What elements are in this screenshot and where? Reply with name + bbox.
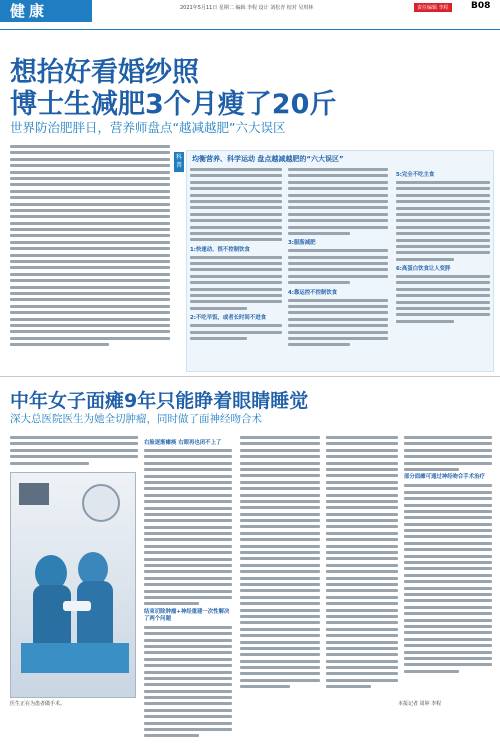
sidebar-heading-6: 6:高蛋白饮食让人变胖: [396, 266, 451, 273]
article2-column-1: [144, 436, 232, 741]
article2-heading-3: 部分面瘫可通过神经吻合手术治疗: [404, 474, 485, 481]
byline: 本报记者 周婷 李程: [398, 701, 442, 707]
article1-subtitle: 世界防治肥胖日，营养师盘点“越减越肥”六大误区: [10, 120, 286, 135]
section-label: 健康: [0, 0, 92, 22]
sidebar-column-2: [288, 168, 388, 350]
article1-title-line1: 想抬好看婚纱照: [10, 57, 199, 88]
sidebar-heading-3: 3:服脂减肥: [288, 240, 316, 247]
photo-caption: 医生正在为患者做手术。: [10, 701, 66, 707]
issue-info: 2021年5月11日 星期二 编辑 李程 设计 刘松青 校对 吴琪林: [180, 5, 314, 11]
article2-heading-1: 右脸逐渐瘫痪 右眼再也闭不上了: [144, 440, 222, 446]
sidebar-heading-1: 1:快速动、很不控制饮食: [190, 246, 250, 253]
article2-column-3: [326, 436, 398, 692]
article1-left-column: [10, 145, 170, 350]
article2-title: 中年女子面瘫9年只能睁着眼睛睡觉: [10, 390, 309, 412]
article-divider: [0, 376, 500, 377]
sidebar-column-1: [190, 168, 282, 343]
surgery-photo: [10, 472, 136, 698]
article2-subtitle: 深大总医院医生为她全切肿瘤，同时做了面神经吻合术: [10, 413, 262, 425]
article2-column-4: [404, 436, 492, 676]
page-number: B08: [471, 1, 491, 11]
masthead: [0, 0, 500, 30]
sidebar-heading-2: 2:不吃早饭，或者长时间不进食: [190, 315, 266, 322]
sidebar-column-3: [396, 168, 490, 326]
article1-title-line2: 博士生减肥3个月瘦了20斤: [10, 89, 337, 120]
sidebar-heading-5: 5:完全不吃主食: [396, 172, 435, 178]
sidebar-heading-4: 4:靠运控不控制饮食: [288, 289, 338, 296]
article2-heading-2: 结束切除肿瘤+神经重建一次性解决了两个问题: [144, 608, 230, 622]
surgery-illustration: [11, 473, 136, 698]
sidebar-title: 均衡营养、科学运动 盘点越减越肥的“六大误区”: [192, 155, 344, 163]
article2-column-2: [240, 436, 320, 692]
article2-intro: [10, 436, 138, 468]
editor-badge: 责任编辑 李程: [414, 3, 452, 12]
kepu-label: 科普: [174, 152, 184, 172]
